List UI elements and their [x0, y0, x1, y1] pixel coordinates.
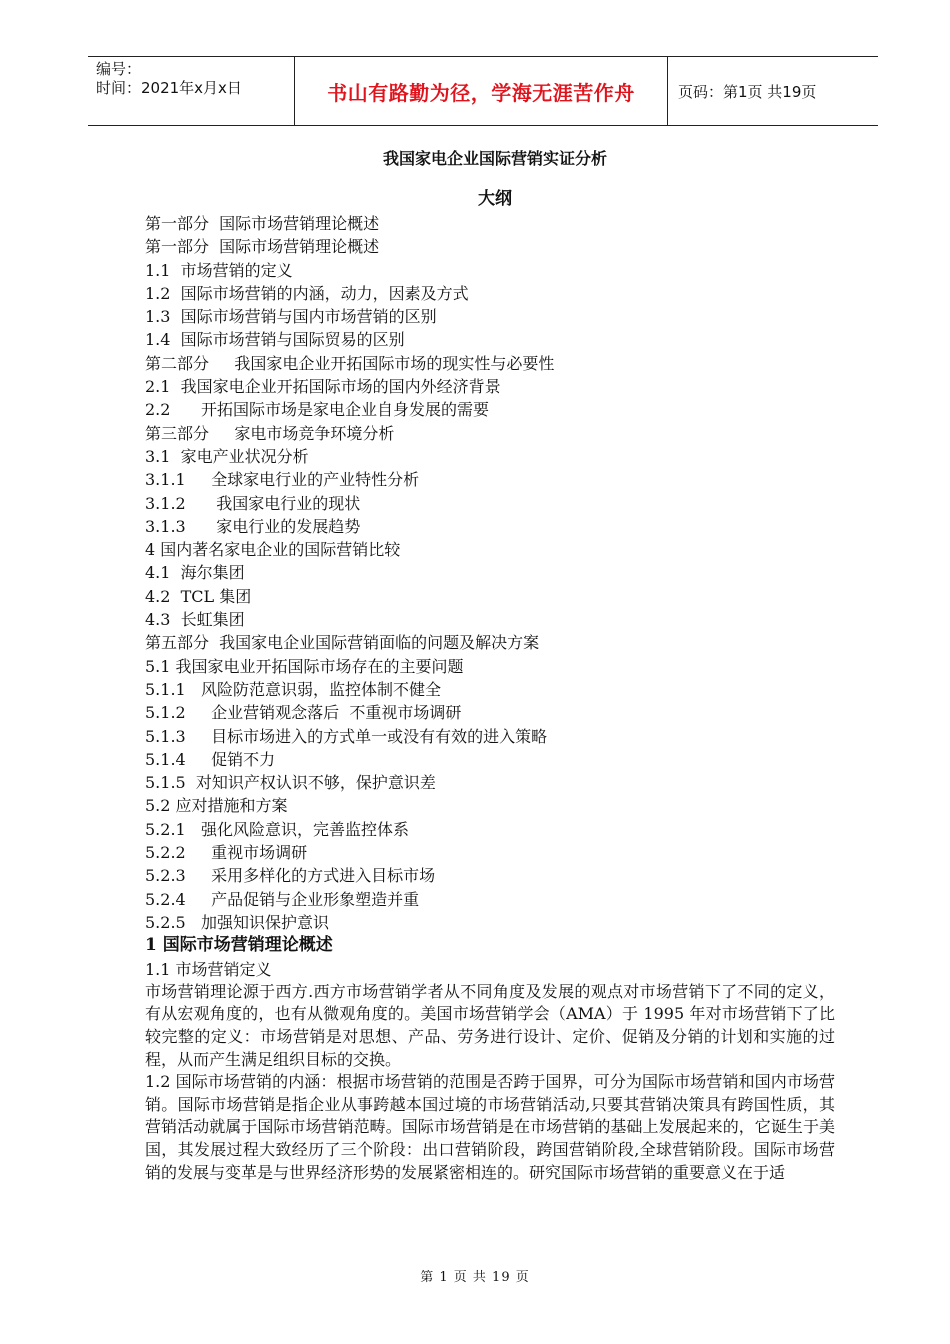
paragraph: 1.2 国际市场营销的内涵：根据市场营销的范围是否跨于国界，可分为国际市场营销和国内市场营销。国际市场营销是指企业从事跨越本国过境的市场营销活动,只要其营销决策具有跨国性质，其营销活动就属于国际市场营销范畴。国际市场营销是在市场营销的基础上发展起来的，它诞生于美国，其发展过程大致经历了三个阶段：出口营销阶段，跨国营销阶段,全球营销阶段。国际市场营销的发展与变革是与世界经济形势的发展紧密相连的。研究国际市场营销的重要意义在于适 [145, 1072, 835, 1182]
outline-heading: 大纲 [478, 189, 512, 209]
outline-item: 1.2 国际市场营销的内涵，动力，因素及方式 [145, 283, 469, 303]
outline-item: 第五部分 我国家电企业国际营销面临的问题及解决方案 [145, 633, 540, 653]
outline-item: 5.1 我国家电业开拓国际市场存在的主要问题 [145, 656, 464, 676]
header-table [88, 56, 878, 126]
outline-item: 3.1.2 我国家电行业的现状 [145, 493, 361, 513]
time-label: 时间：2021年x月x日 [96, 79, 242, 97]
subsection-heading: 1.1 市场营销定义 [145, 959, 272, 979]
outline-item: 5.1.5 对知识产权认识不够，保护意识差 [145, 773, 436, 793]
outline-item: 5.2.5 加强知识保护意识 [145, 912, 329, 932]
outline-item: 5.2.1 强化风险意识，完善监控体系 [145, 819, 409, 839]
outline-item: 5.1.3 目标市场进入的方式单一或没有有效的进入策略 [145, 726, 548, 746]
outline-item: 5.1.1 风险防范意识弱，监控体制不健全 [145, 679, 441, 699]
outline-item: 1.1 市场营销的定义 [145, 260, 293, 280]
page-footer: 第 1 页 共 19 页 [420, 1270, 530, 1285]
document-title: 我国家电企业国际营销实证分析 [382, 149, 607, 168]
outline-item: 4.1 海尔集团 [145, 563, 245, 583]
outline-list [145, 212, 835, 934]
outline-item: 5.2.2 重视市场调研 [145, 843, 308, 863]
outline-item: 4.3 长虹集团 [145, 610, 245, 630]
outline-item: 第一部分 国际市场营销理论概述 [145, 214, 380, 233]
outline-item: 第三部分 家电市场竞争环境分析 [145, 423, 395, 443]
outline-item: 5.2.4 产品促销与企业形象塑造并重 [145, 889, 420, 909]
outline-item: 3.1 家电产业状况分析 [145, 446, 309, 466]
header-motto: 书山有路勤为径，学海无涯苦作舟 [295, 57, 668, 125]
outline-item: 2.1 我国家电企业开拓国际市场的国内外经济背景 [145, 377, 501, 397]
outline-item: 2.2 开拓国际市场是家电企业自身发展的需要 [145, 400, 489, 420]
outline-item: 3.1.3 家电行业的发展趋势 [145, 516, 361, 536]
outline-item: 4 国内著名家电企业的国际营销比较 [145, 540, 401, 560]
outline-item: 3.1.1 全球家电行业的产业特性分析 [145, 470, 420, 490]
outline-item: 5.2 应对措施和方案 [145, 796, 288, 816]
header-page-label: 页码：第1页 共19页 [678, 82, 817, 101]
outline-item: 1.3 国际市场营销与国内市场营销的区别 [145, 307, 437, 327]
outline-item: 第二部分 我国家电企业开拓国际市场的现实性与必要性 [145, 353, 555, 373]
section-heading: 1 国际市场营销理论概述 [145, 935, 333, 956]
outline-item: 5.1.4 促销不力 [145, 749, 276, 769]
outline-item: 5.1.2 企业营销观念落后 不重视市场调研 [145, 703, 462, 723]
outline-item: 第一部分 国际市场营销理论概述 [145, 237, 380, 257]
paragraph: 市场营销理论源于西方.西方市场营销学者从不同角度及发展的观点对市场营销下了不同的定义，有从宏观角度的，也有从微观角度的。美国市场营销学会（AMA）于 1995 年对市场营销下了比较完整的定义：市场营销是对思想、产品、劳务进行设计、定价、促销及分销的计划和实施的过程，从而产生满足组织目标的交换。 [145, 981, 835, 1069]
outline-item: 4.2 TCL 集团 [145, 586, 252, 606]
number-label: 编号： [96, 60, 142, 78]
outline-item: 1.4 国际市场营销与国际贸易的区别 [145, 330, 405, 350]
header-meta-cell [88, 57, 295, 125]
document-body [145, 146, 835, 1184]
outline-item: 5.2.3 采用多样化的方式进入目标市场 [145, 866, 436, 886]
